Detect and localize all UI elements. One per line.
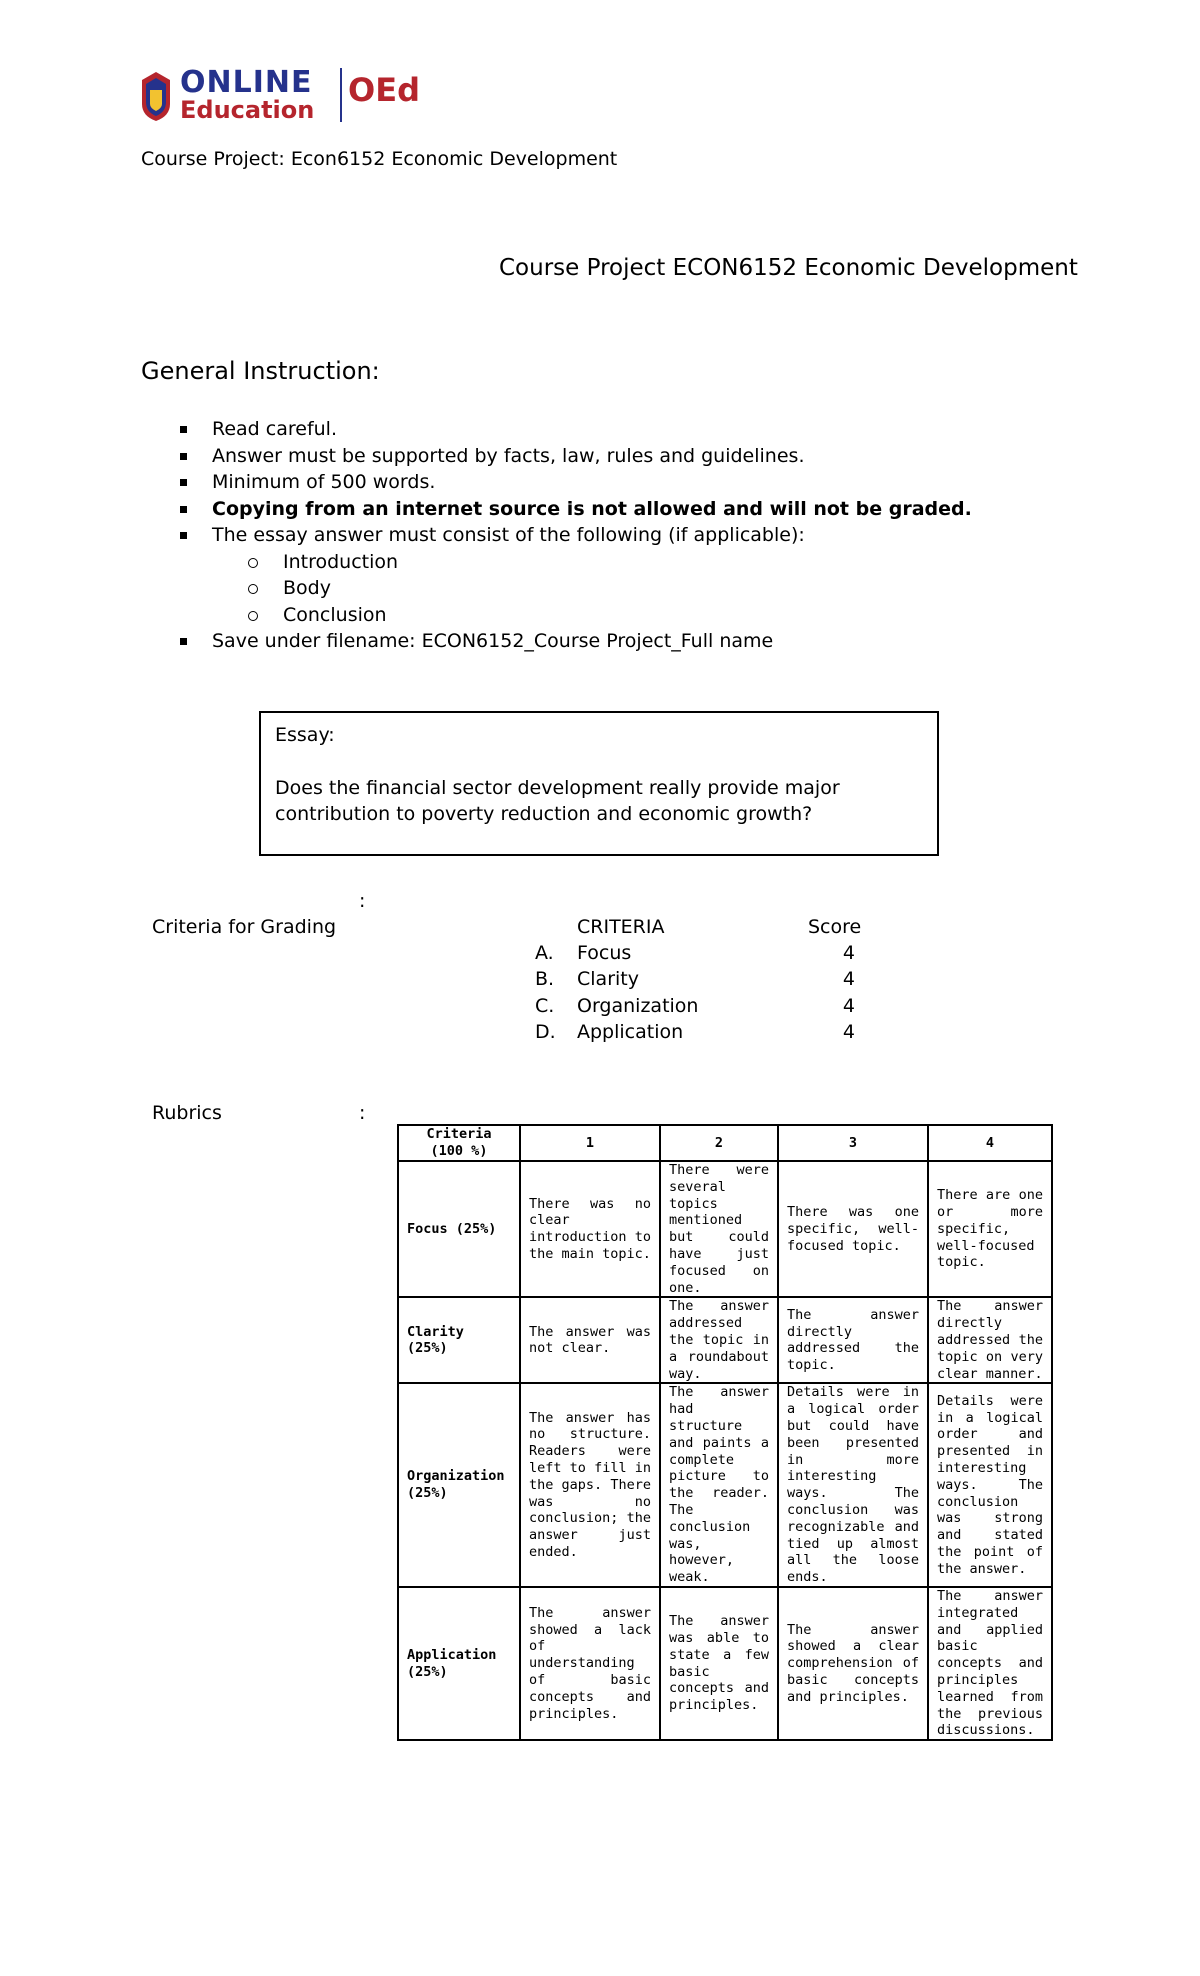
square-bullet-icon xyxy=(180,532,187,539)
rubric-cell: There was no clear introduction to the main topic. xyxy=(520,1161,660,1297)
rubric-cell: The answer has no structure. Readers were left to fill in the gaps. There was no conclusion; the answer just ended. xyxy=(520,1383,660,1587)
rubric-cell: Details were in a logical order but could have been presented in more interesting ways. The conclusion was recognizable and tied up almost all the loose ends. xyxy=(778,1383,928,1587)
rubric-table xyxy=(397,1124,1053,1741)
circle-bullet-icon xyxy=(248,558,258,568)
list-item xyxy=(141,628,1041,655)
sub-item-text: Body xyxy=(283,577,331,599)
rubric-cell: The answer addressed the topic in a roundabout way. xyxy=(660,1297,778,1383)
essay-question: Does the financial sector development really provide major contribution to poverty reduction and economic growth? xyxy=(275,776,840,825)
criteria-row xyxy=(535,995,855,1021)
criteria-letter: C. xyxy=(535,995,555,1017)
rubric-header-cell: 4 xyxy=(928,1125,1052,1161)
table-row xyxy=(398,1161,1052,1297)
criteria-name: Application xyxy=(577,1021,684,1043)
online-education-logo xyxy=(140,65,420,124)
instruction-text: Save under filename: ECON6152_Course Project_Full name xyxy=(212,630,774,652)
grading-colon: : xyxy=(359,890,366,912)
rubric-cell: The answer showed a clear comprehension of basic concepts and principles. xyxy=(778,1587,928,1740)
crest-icon xyxy=(140,70,172,122)
criteria-score: 4 xyxy=(842,995,855,1017)
grading-label: Criteria for Grading xyxy=(152,916,337,938)
square-bullet-icon xyxy=(180,506,187,513)
criteria-letter: A. xyxy=(535,942,554,964)
criteria-score: 4 xyxy=(842,942,855,964)
logo-text-education: Education xyxy=(180,96,315,124)
rubrics-colon: : xyxy=(359,1102,366,1124)
criteria-letter: D. xyxy=(535,1021,556,1043)
rubric-criterion-cell: Clarity (25%) xyxy=(398,1297,520,1383)
general-instruction-heading: General Instruction: xyxy=(141,357,380,385)
rubric-cell: The answer directly addressed the topic. xyxy=(778,1297,928,1383)
rubric-criterion-cell: Focus (25%) xyxy=(398,1161,520,1297)
square-bullet-icon xyxy=(180,638,187,645)
criteria-score: 4 xyxy=(842,968,855,990)
score-header: Score xyxy=(808,916,862,938)
circle-bullet-icon xyxy=(248,611,258,621)
logo-text-online: ONLINE xyxy=(180,65,313,100)
sub-list-item xyxy=(141,549,1041,576)
square-bullet-icon xyxy=(180,426,187,433)
logo-divider xyxy=(340,68,342,122)
rubric-header-row xyxy=(398,1125,1052,1161)
sub-list-item xyxy=(141,602,1041,629)
rubric-cell: There were several topics mentioned but could have just focused on one. xyxy=(660,1161,778,1297)
logo-text-oed: OEd xyxy=(348,71,420,109)
criteria-score: 4 xyxy=(842,1021,855,1043)
square-bullet-icon xyxy=(180,479,187,486)
essay-box xyxy=(259,711,939,856)
page-title: Course Project ECON6152 Economic Development xyxy=(499,255,1078,281)
instruction-text: Answer must be supported by facts, law, rules and guidelines. xyxy=(212,444,805,467)
rubric-cell: Details were in a logical order and presented in interesting ways. The conclusion was strong and stated the point of the answer. xyxy=(928,1383,1052,1587)
criteria-row xyxy=(535,1021,855,1047)
list-item xyxy=(141,443,1041,470)
sub-item-text: Introduction xyxy=(283,550,399,573)
list-item xyxy=(141,496,1041,523)
criteria-row xyxy=(535,968,855,994)
list-item xyxy=(141,469,1041,496)
rubric-cell: There are one or more specific, well-focused topic. xyxy=(928,1161,1052,1297)
rubric-header-cell: 2 xyxy=(660,1125,778,1161)
rubric-cell: The answer was able to state a few basic concepts and principles. xyxy=(660,1587,778,1740)
rubric-criterion-cell: Organization (25%) xyxy=(398,1383,520,1587)
rubrics-label: Rubrics xyxy=(152,1102,222,1124)
criteria-name: Clarity xyxy=(577,968,639,990)
rubric-cell: There was one specific, well-focused topic. xyxy=(778,1161,928,1297)
criteria-name: Organization xyxy=(577,995,699,1017)
rubric-cell: The answer integrated and applied basic concepts and principles learned from the previous discussions. xyxy=(928,1587,1052,1740)
instruction-list xyxy=(141,416,1041,655)
list-item xyxy=(141,522,1041,549)
rubric-header-cell: 3 xyxy=(778,1125,928,1161)
document-header: Course Project: Econ6152 Economic Development xyxy=(141,148,618,170)
criteria-letter: B. xyxy=(535,968,555,990)
rubric-cell: The answer was not clear. xyxy=(520,1297,660,1383)
rubric-header-cell: 1 xyxy=(520,1125,660,1161)
square-bullet-icon xyxy=(180,453,187,460)
table-row xyxy=(398,1297,1052,1383)
criteria-row xyxy=(535,942,855,968)
table-row xyxy=(398,1383,1052,1587)
list-item xyxy=(141,416,1041,443)
instruction-text: Minimum of 500 words. xyxy=(212,471,436,493)
circle-bullet-icon xyxy=(248,584,258,594)
sub-item-text: Conclusion xyxy=(283,603,387,626)
rubric-cell: The answer directly addressed the topic on very clear manner. xyxy=(928,1297,1052,1383)
instruction-text: Read careful. xyxy=(212,418,338,440)
rubric-cell: The answer had structure and paints a complete picture to the reader. The conclusion was, however, weak. xyxy=(660,1383,778,1587)
rubric-cell: The answer showed a lack of understanding of basic concepts and principles. xyxy=(520,1587,660,1740)
essay-label: Essay: xyxy=(275,724,335,746)
instruction-text: Copying from an internet source is not allowed and will not be graded. xyxy=(212,497,972,520)
table-row xyxy=(398,1587,1052,1740)
instruction-text: The essay answer must consist of the following (if applicable): xyxy=(212,524,805,546)
criteria-name: Focus xyxy=(577,942,632,964)
rubric-criterion-cell: Application (25%) xyxy=(398,1587,520,1740)
rubric-header-cell: Criteria (100 %) xyxy=(398,1125,520,1161)
criteria-header: CRITERIA xyxy=(577,916,665,938)
sub-list-item xyxy=(141,575,1041,602)
